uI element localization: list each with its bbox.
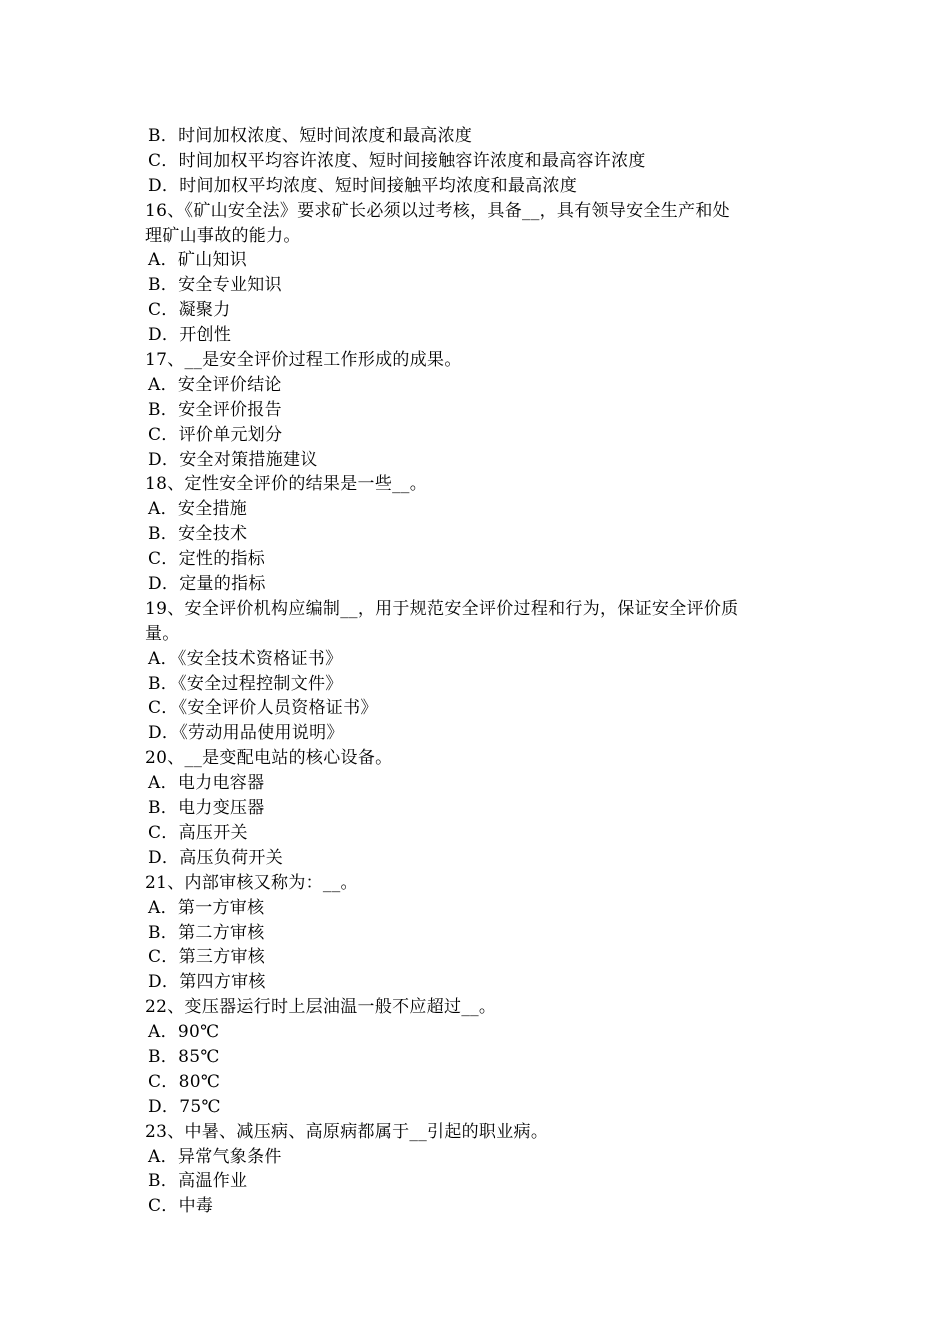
option-item: C．凝聚力: [148, 300, 231, 321]
option-item: D．第四方审核: [148, 972, 266, 993]
option-item: A．安全措施: [148, 499, 248, 520]
option-item: B．时间加权浓度、短时间浓度和最高浓度: [148, 126, 473, 146]
option-item: C．中毒: [148, 1196, 214, 1217]
question-stem: 16、《矿山安全法》要求矿长必须以过考核，具备__，具有领导安全生产和处: [145, 200, 730, 221]
question-stem: 18、定性安全评价的结果是一些__。: [145, 474, 428, 495]
option-item: A．电力电容器: [148, 773, 265, 794]
question-stem: 21、内部审核又称为：__。: [145, 872, 358, 893]
question-stem: 理矿山事故的能力。: [145, 225, 301, 246]
option-item: B．安全技术: [148, 524, 248, 545]
option-item: D．定量的指标: [148, 574, 266, 595]
option-item: C．《安全评价人员资格证书》: [148, 698, 378, 719]
option-item: B．安全评价报告: [148, 399, 282, 420]
question-stem: 20、__是变配电站的核心设备。: [145, 748, 393, 769]
option-item: D．时间加权平均浓度、短时间接触平均浓度和最高浓度: [148, 175, 578, 196]
option-item: B．高温作业: [148, 1171, 248, 1192]
option-item: D．高压负荷开关: [148, 847, 284, 868]
option-item: C．评价单元划分: [148, 424, 283, 445]
option-item: D．75℃: [148, 1096, 221, 1117]
option-item: B．电力变压器: [148, 798, 265, 819]
question-stem: 23、中暑、减压病、高原病都属于__引起的职业病。: [145, 1121, 549, 1142]
option-item: B．85℃: [148, 1046, 220, 1067]
option-item: C．高压开关: [148, 822, 248, 843]
option-item: A．90℃: [148, 1022, 220, 1043]
option-item: A．第一方审核: [148, 897, 265, 918]
option-item: D．开创性: [148, 325, 232, 346]
question-stem: 19、安全评价机构应编制__，用于规范安全评价过程和行为，保证安全评价质: [145, 598, 739, 619]
option-item: C．时间加权平均容许浓度、短时间接触容许浓度和最高容许浓度: [148, 150, 646, 171]
option-item: A．安全评价结论: [148, 374, 282, 395]
option-item: D．《劳动用品使用说明》: [148, 723, 344, 744]
option-item: C．第三方审核: [148, 947, 266, 968]
question-stem: 量。: [145, 623, 180, 644]
option-item: A．《安全技术资格证书》: [148, 648, 343, 669]
option-item: A．矿山知识: [148, 250, 248, 271]
option-item: C．定性的指标: [148, 549, 266, 570]
question-list: [145, 124, 815, 1219]
option-item: B．安全专业知识: [148, 275, 282, 296]
option-item: D．安全对策措施建议: [148, 449, 318, 470]
option-item: A．异常气象条件: [148, 1146, 282, 1167]
question-stem: 17、__是安全评价过程工作形成的成果。: [145, 350, 462, 371]
question-stem: 22、变压器运行时上层油温一般不应超过__。: [145, 997, 497, 1018]
option-item: C．80℃: [148, 1071, 221, 1092]
option-item: B．第二方审核: [148, 922, 265, 943]
option-item: B．《安全过程控制文件》: [148, 673, 343, 694]
